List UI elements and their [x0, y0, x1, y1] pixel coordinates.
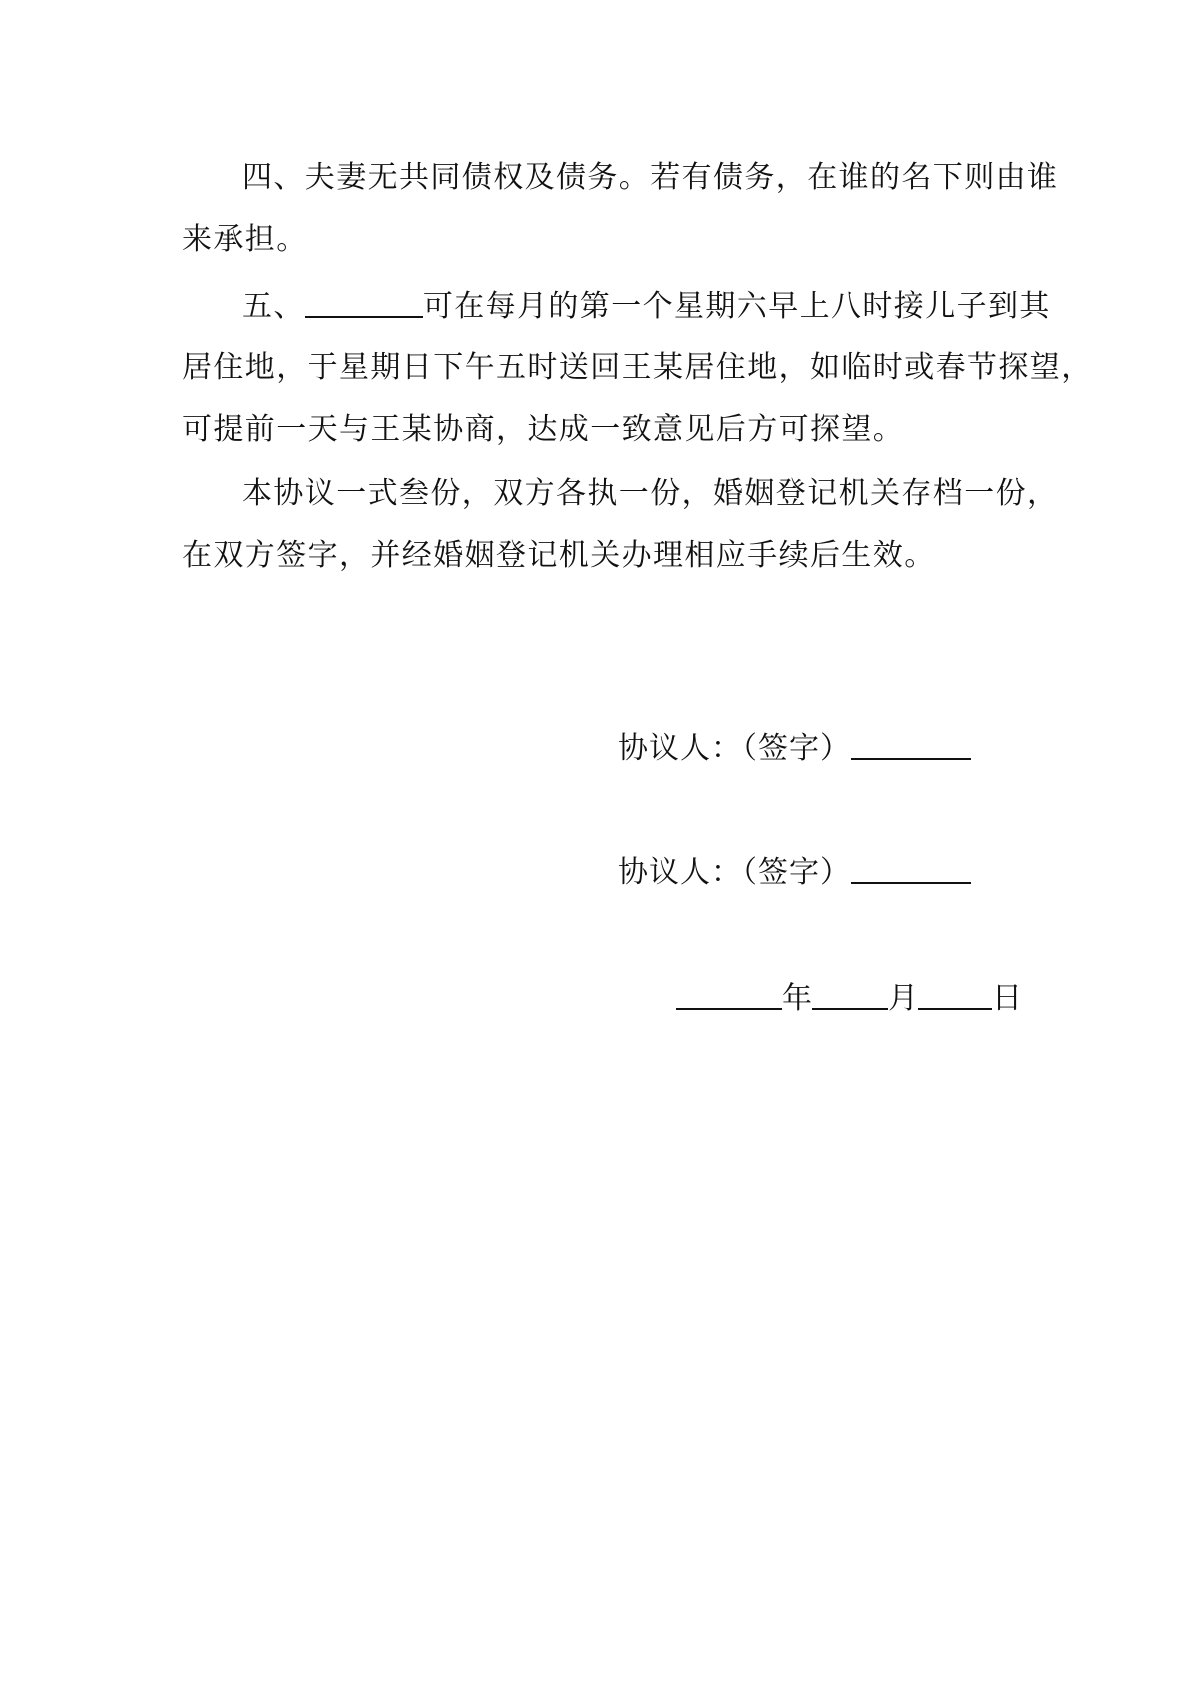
date-line [676, 978, 1022, 1019]
date-month-blank[interactable] [812, 978, 888, 1010]
signature-1-label: 协议人：（签字） [618, 731, 851, 766]
date-day-label: 日 [992, 981, 1022, 1016]
date-year-blank[interactable] [676, 978, 782, 1010]
closing-line-2: 在双方签字，并经婚姻登记机关办理相应手续后生效。 [182, 538, 936, 573]
clause-5-line-3: 可提前一天与王某协商，达成一致意见后方可探望。 [182, 412, 905, 447]
clause-5-name-blank[interactable] [305, 286, 423, 318]
clause-4-line-1: 四、夫妻无共同债权及债务。若有债务，在谁的名下则由谁 [242, 160, 1059, 195]
date-month-label: 月 [888, 981, 918, 1016]
clause-5-line-1 [242, 286, 1051, 327]
signature-2-blank[interactable] [851, 852, 971, 884]
clause-4-line-2: 来承担。 [182, 222, 308, 257]
date-year-label: 年 [782, 981, 812, 1016]
signature-2 [618, 852, 971, 893]
clause-5-prefix: 五、 [242, 289, 305, 324]
clause-5-line-2: 居住地，于星期日下午五时送回王某居住地，如临时或春节探望， [182, 350, 1093, 385]
clause-5-line-1-text: 可在每月的第一个星期六早上八时接儿子到其 [422, 289, 1051, 324]
date-day-blank[interactable] [918, 978, 992, 1010]
signature-2-label: 协议人：（签字） [618, 855, 851, 890]
signature-1-blank[interactable] [851, 728, 971, 760]
closing-line-1: 本协议一式叁份，双方各执一份，婚姻登记机关存档一份， [242, 476, 1059, 511]
signature-1 [618, 728, 971, 769]
